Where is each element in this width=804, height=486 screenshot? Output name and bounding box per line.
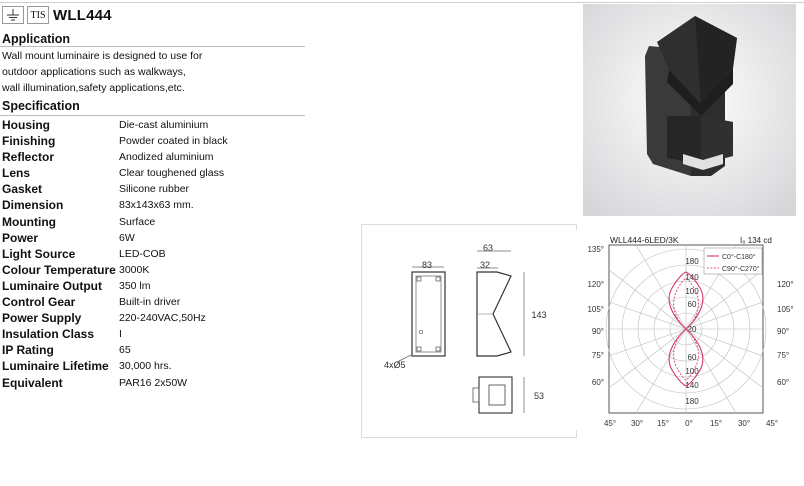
application-line: outdoor applications such as walkways, — [2, 66, 186, 78]
bottom-angle-label: 15° — [709, 419, 723, 428]
spec-value: Die-cast aluminium — [119, 119, 209, 131]
model-code: WLL444 — [53, 6, 112, 24]
radial-label: 180 — [685, 257, 699, 266]
spec-label: Power — [2, 230, 39, 245]
bottom-angle-label: 15° — [656, 419, 670, 428]
radial-label: 140 — [685, 273, 699, 282]
spec-label: Luminaire Lifetime — [2, 359, 109, 374]
spec-label: Luminaire Output — [2, 278, 102, 293]
angle-label: 90° — [777, 327, 790, 336]
height-label: 143 — [531, 310, 547, 320]
radial-label: 180 — [685, 397, 699, 406]
application-line: wall illumination,safety applications,etc. — [2, 82, 185, 94]
spec-label: Housing — [2, 118, 50, 132]
holes-label: 4xØ5 — [384, 360, 406, 370]
spec-label: Dimension — [2, 198, 64, 213]
polar-diagram — [576, 230, 804, 430]
spec-label: Gasket — [2, 182, 43, 197]
angle-label: 120° — [777, 280, 794, 289]
spec-value: LED-COB — [119, 247, 166, 260]
spec-label: Reflector — [2, 150, 55, 165]
angle-label: 135° — [587, 245, 604, 254]
radial-label: 20 — [687, 325, 697, 334]
bracket-label: 53 — [533, 391, 545, 401]
spec-label: Power Supply — [2, 311, 82, 326]
bottom-angle-label: 45° — [765, 419, 779, 428]
spec-value: Surface — [119, 215, 156, 228]
bottom-angle-label: 30° — [630, 419, 644, 428]
spec-label: Mounting — [2, 214, 56, 229]
angle-label: 105° — [777, 305, 794, 314]
dimension-drawing — [361, 224, 577, 438]
top-rule — [0, 2, 804, 3]
spec-value: 83x143x63 mm. — [119, 199, 194, 212]
spec-value: 220-240VAC,50Hz — [119, 312, 206, 325]
inner-label: 32 — [479, 260, 491, 270]
product-photo — [583, 4, 796, 216]
radial-label: 60 — [687, 300, 697, 309]
angle-label: 90° — [591, 327, 604, 336]
spec-value: Silicone rubber — [119, 183, 190, 196]
header — [2, 5, 112, 25]
spec-label: IP Rating — [2, 343, 54, 358]
spec-label: Lens — [2, 166, 31, 181]
angle-label: 60° — [777, 378, 790, 387]
spec-label: Equivalent — [2, 375, 63, 390]
spec-value: PAR16 2x50W — [119, 376, 188, 389]
angle-label: 120° — [587, 280, 604, 289]
application-line: Wall mount luminaire is designed to use for — [2, 50, 203, 62]
spec-value: 6W — [119, 231, 135, 244]
spec-label: Control Gear — [2, 295, 76, 310]
spec-label: Finishing — [2, 134, 56, 149]
spec-value: Clear toughened glass — [119, 167, 225, 180]
application-rule — [0, 46, 305, 47]
legend-c0: C0°-C180° — [722, 254, 756, 261]
angle-label: 60° — [591, 378, 604, 387]
spec-label: Insulation Class — [2, 327, 95, 342]
polar-title: WLL444-6LED/3K — [610, 235, 679, 245]
spec-value: 3000K — [119, 263, 150, 276]
spec-value: Built-in driver — [119, 296, 181, 309]
tis-mark: TIS — [27, 6, 49, 24]
legend-c90: C90°-C270° — [722, 266, 760, 273]
width-label: 83 — [421, 260, 433, 270]
bottom-angle-label: 0° — [685, 419, 693, 428]
angle-label: 75° — [591, 351, 604, 360]
radial-label: 100 — [685, 287, 699, 296]
ground-icon — [2, 6, 24, 24]
bottom-angle-label: 45° — [603, 419, 617, 428]
bottom-angle-label: 30° — [737, 419, 751, 428]
application-title: Application — [2, 32, 71, 46]
depth-label: 63 — [482, 243, 494, 253]
angle-label: 105° — [587, 305, 604, 314]
application-text — [2, 48, 302, 96]
radial-label: 140 — [685, 381, 699, 390]
spec-label: Light Source — [2, 246, 76, 261]
specification-title: Specification — [2, 99, 80, 113]
spec-value: I — [119, 328, 122, 341]
spec-value: 30,000 hrs. — [119, 360, 172, 373]
specification-rule — [0, 115, 305, 116]
spec-value: 65 — [119, 344, 131, 357]
radial-label: 100 — [685, 367, 699, 376]
radial-label: 60 — [687, 353, 697, 362]
angle-label: 75° — [777, 351, 790, 360]
spec-value: Anodized aluminium — [119, 151, 214, 164]
spec-value: Powder coated in black — [119, 135, 228, 148]
spec-value: 350 lm — [119, 279, 151, 292]
spec-label: Colour Temperature — [2, 262, 116, 277]
polar-peak: I₀ 134 cd — [740, 236, 772, 245]
